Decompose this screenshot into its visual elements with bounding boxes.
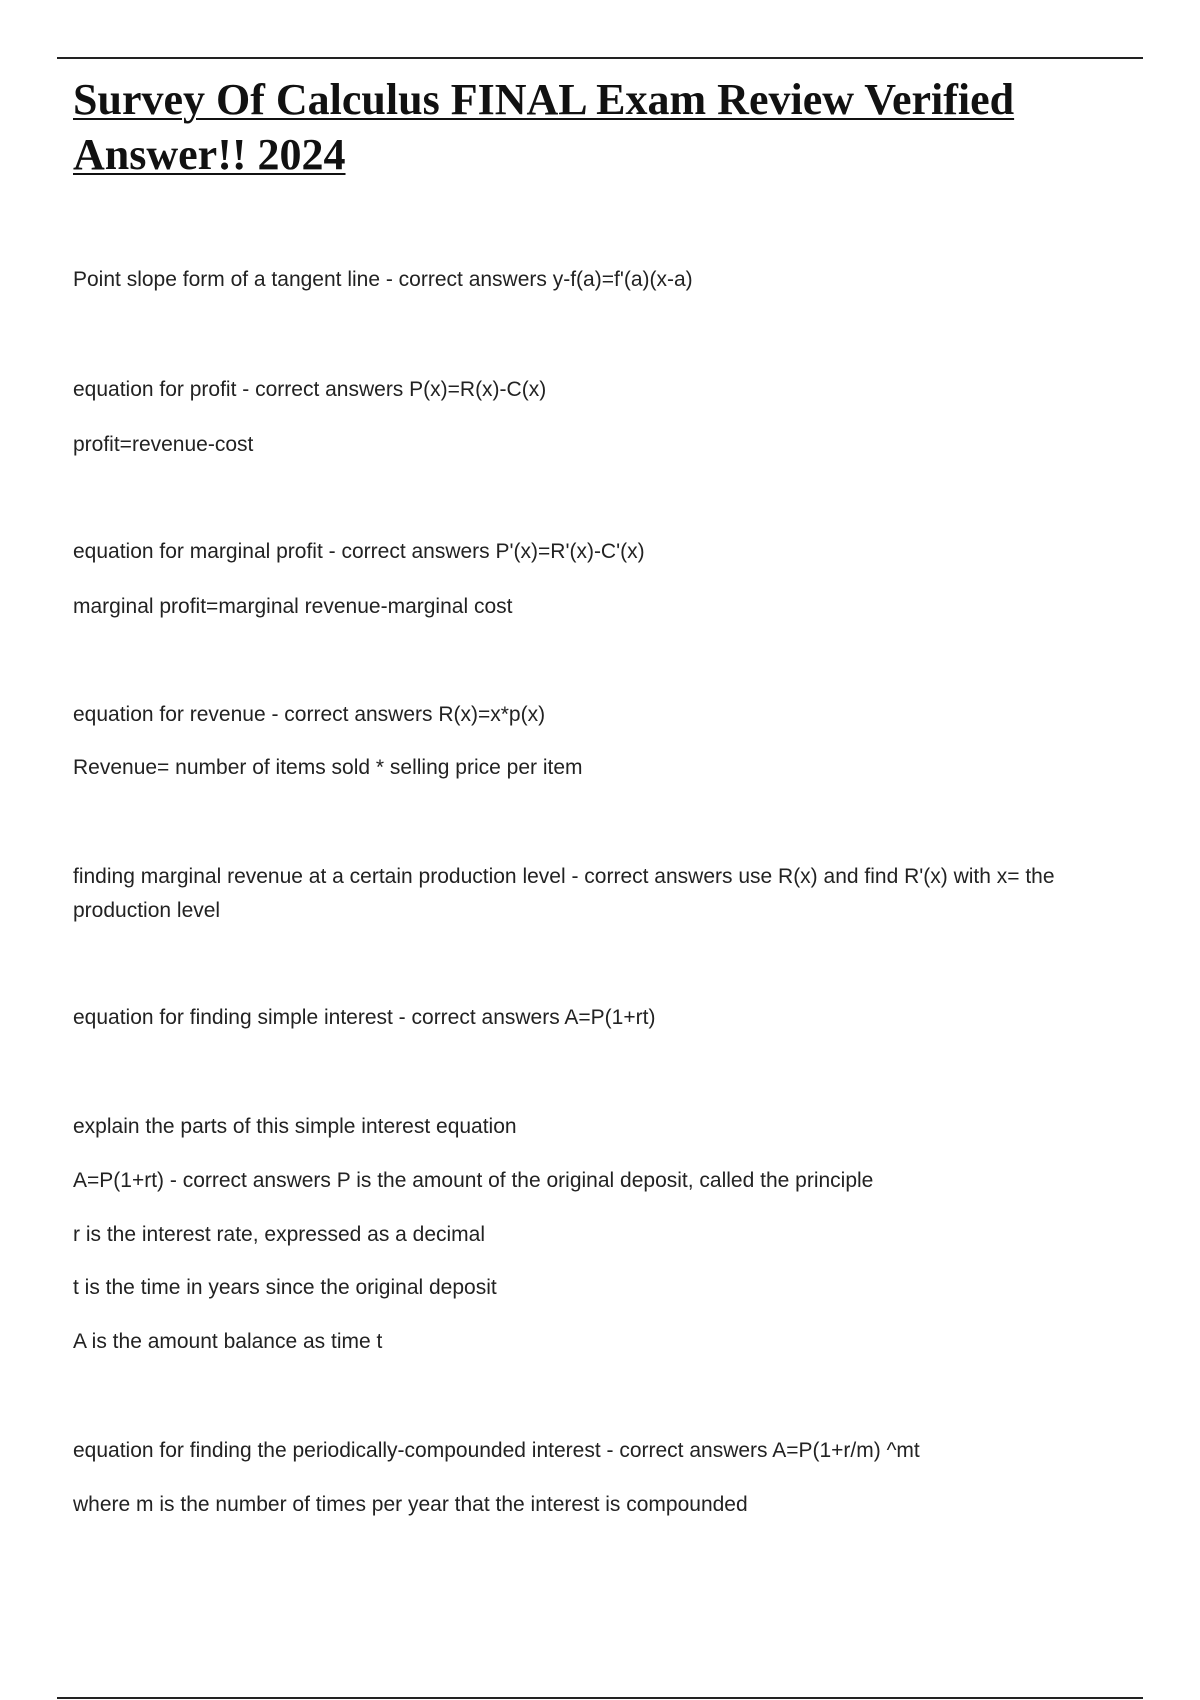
qa-line: t is the time in years since the original deposit [73, 1276, 497, 1299]
qa-line: marginal profit=marginal revenue-marginal cost [73, 595, 513, 618]
qa-line: equation for revenue - correct answers R(x)=x*p(x) [73, 703, 546, 726]
qa-line: equation for finding simple interest - correct answers A=P(1+rt) [73, 1006, 656, 1029]
qa-line: where m is the number of times per year that the interest is compounded [73, 1493, 748, 1516]
bottom-divider [57, 1697, 1143, 1699]
qa-line: Point slope form of a tangent line - correct answers y-f(a)=f'(a)(x-a) [73, 268, 693, 291]
qa-line: A=P(1+rt) - correct answers P is the amount of the original deposit, called the principle [73, 1169, 874, 1192]
document-title: Survey Of Calculus FINAL Exam Review Verified Answer!! 2024 [73, 75, 1015, 179]
qa-line: explain the parts of this simple interest equation [73, 1115, 517, 1138]
qa-line: equation for finding the periodically-compounded interest - correct answers A=P(1+r/m) ^mt [73, 1439, 920, 1462]
qa-line: finding marginal revenue at a certain production level - correct answers use R(x) and find R'(x) with x= the production level [73, 865, 1055, 922]
qa-line: Revenue= number of items sold * selling price per item [73, 756, 583, 779]
qa-line: equation for profit - correct answers P(x)=R(x)-C(x) [73, 378, 547, 401]
qa-line: A is the amount balance as time t [73, 1330, 383, 1353]
top-divider [57, 57, 1143, 59]
qa-line: equation for marginal profit - correct answers P'(x)=R'(x)-C'(x) [73, 540, 645, 563]
qa-line: r is the interest rate, expressed as a decimal [73, 1223, 486, 1246]
qa-line: profit=revenue-cost [73, 433, 254, 456]
